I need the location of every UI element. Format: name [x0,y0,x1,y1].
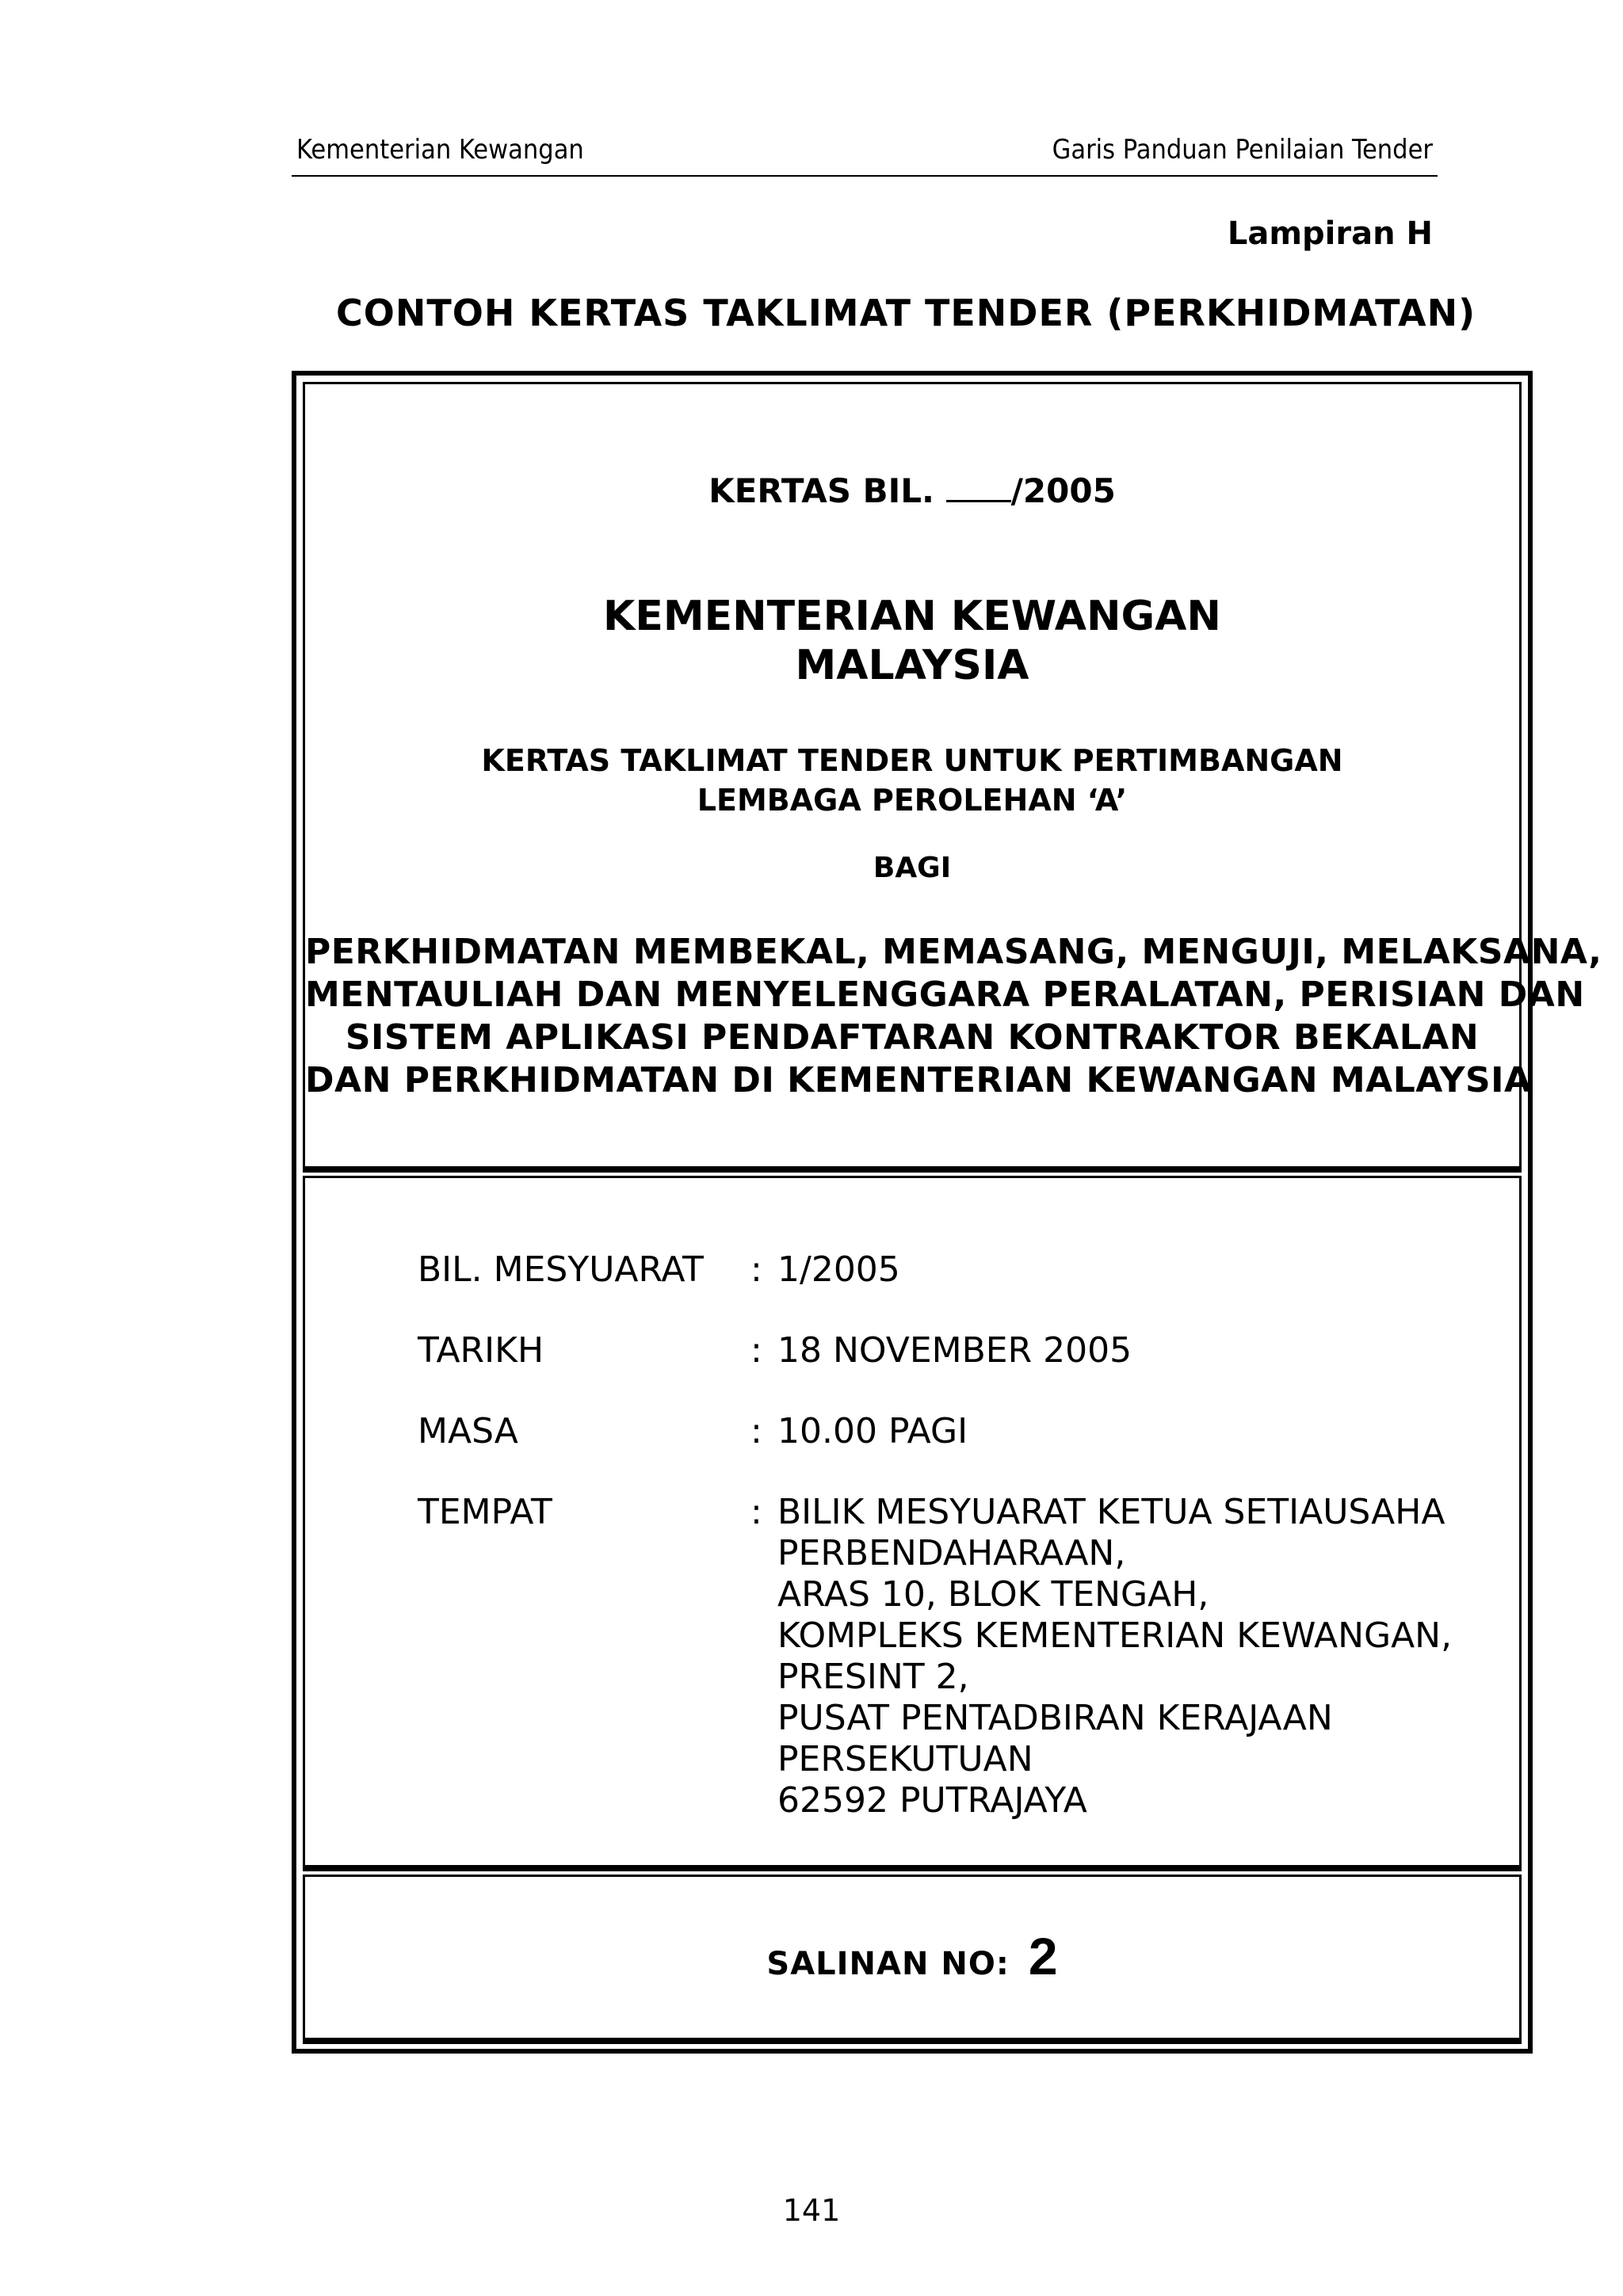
colon: : [750,1249,762,1290]
briefing-title [305,741,1519,820]
address-line: KOMPLEKS KEMENTERIAN KEWANGAN, [777,1615,1453,1656]
paper-number-suffix: /2005 [1010,471,1116,510]
copy-number-panel [303,1875,1522,2044]
copy-number-value: 2 [1028,1927,1058,1985]
address-line: BILIK MESYUARAT KETUA SETIAUSAHA [777,1492,1445,1532]
meeting-details-panel [303,1176,1522,1871]
meeting-venue-row [418,1492,1495,1821]
copy-number-label: SALINAN NO: [766,1946,1010,1982]
meeting-number-value: 1/2005 [777,1249,900,1290]
colon: : [750,1492,762,1532]
header-ministry: Kementerian Kewangan [296,134,584,166]
briefing-paper-frame [292,371,1602,2054]
cover-panel [303,382,1602,1173]
meeting-time-label: MASA [418,1411,518,1451]
copy-number-line [305,1926,1519,1986]
address-line: PERBENDAHARAAN, [777,1533,1126,1573]
paper-number [305,471,1519,510]
colon: : [750,1411,762,1451]
subject-line: SISTEM APLIKASI PENDAFTARAN KONTRAKTOR BEKALAN [345,1017,1480,1058]
for-word: BAGI [873,852,952,884]
header-guideline-title: Garis Panduan Penilaian Tender [1052,134,1433,166]
address-line: ARAS 10, BLOK TENGAH, [777,1574,1209,1615]
address-line: PERSEKUTUAN [777,1739,1033,1779]
meeting-time-row [418,1411,1495,1452]
meeting-venue-address [777,1492,1495,1821]
document-title: CONTOH KERTAS TAKLIMAT TENDER (PERKHIDMATAN) [336,292,1476,334]
subject-line: MENTAULIAH DAN MENYELENGGARA PERALATAN, PERISIAN DAN [305,974,1585,1015]
meeting-date-label: TARIKH [418,1330,544,1371]
page-number: 141 [782,2193,841,2228]
organisation-line-1: KEMENTERIAN KEWANGAN [603,593,1221,640]
address-line: PRESINT 2, [777,1657,969,1697]
briefing-title-line-1: KERTAS TAKLIMAT TENDER UNTUK PERTIMBANGAN [481,743,1343,778]
paper-number-prefix: KERTAS BIL. [708,471,934,510]
meeting-date-row [418,1330,1495,1371]
subject-line: PERKHIDMATAN MEMBEKAL, MEMASANG, MENGUJI, MELAKSANA, [305,932,1602,972]
meeting-number-label: BIL. MESYUARAT [418,1249,704,1290]
address-line: 62592 PUTRAJAYA [777,1780,1087,1821]
meeting-details [418,1249,1495,1861]
address-line: PUSAT PENTADBIRAN KERAJAAN [777,1698,1333,1738]
organisation-line-2: MALAYSIA [795,642,1029,689]
subject-line: DAN PERKHIDMATAN DI KEMENTERIAN KEWANGAN MALAYSIA [305,1060,1532,1100]
running-header [292,131,1438,177]
meeting-number-row [418,1249,1495,1291]
paper-number-blank [946,478,1011,502]
colon: : [750,1330,762,1371]
meeting-date-value: 18 NOVEMBER 2005 [777,1330,1132,1371]
organisation-name [305,592,1519,690]
subject-block [305,931,1602,1102]
meeting-venue-label: TEMPAT [418,1492,552,1532]
appendix-label: Lampiran H [1227,215,1433,252]
meeting-time-value: 10.00 PAGI [777,1411,968,1451]
briefing-title-line-2: LEMBAGA PEROLEHAN ‘A’ [697,783,1128,818]
